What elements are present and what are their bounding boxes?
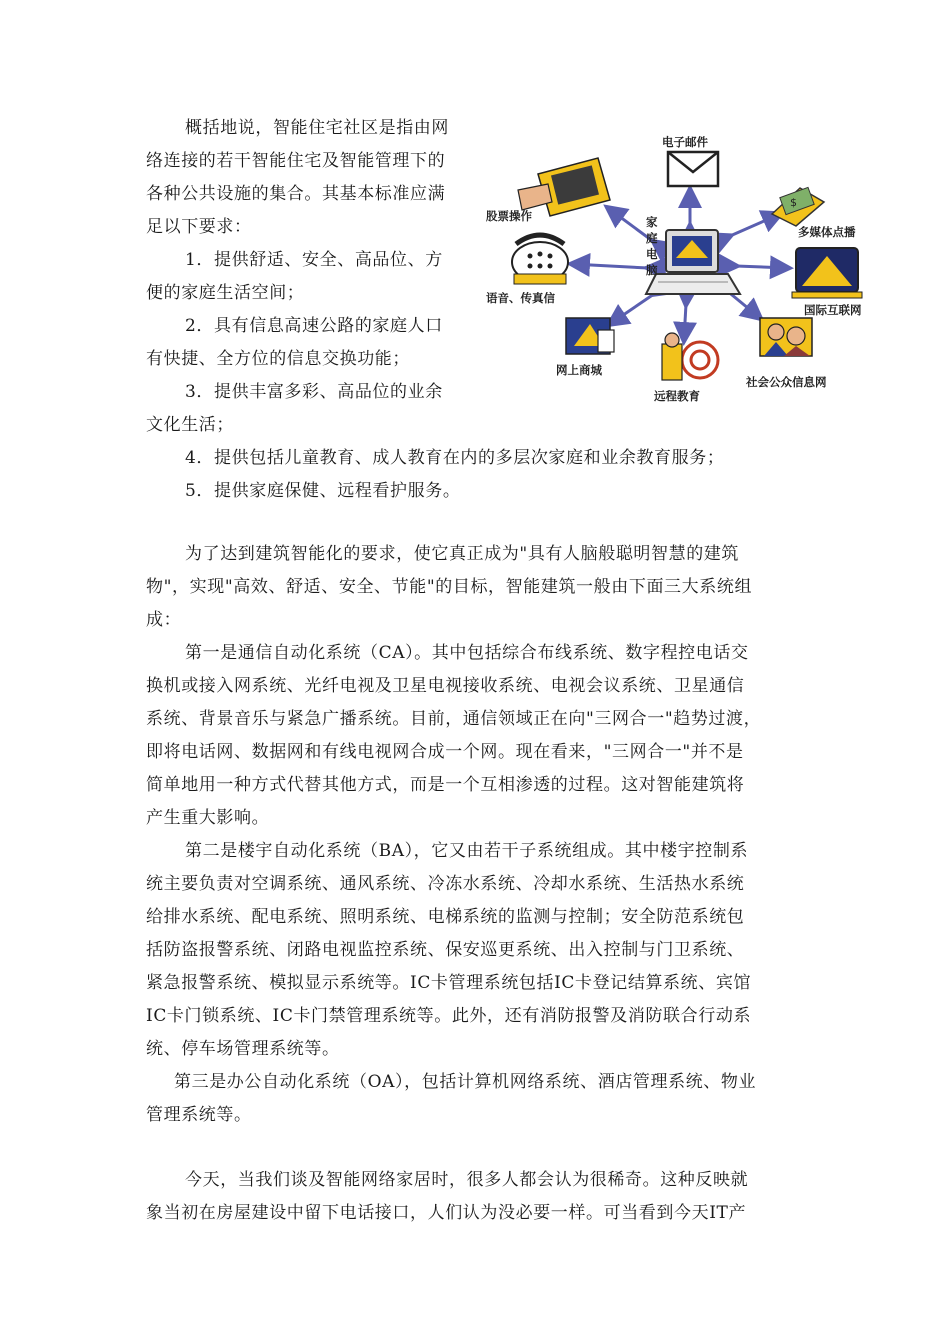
svg-text:电: 电	[646, 247, 658, 261]
body-line-4: 第一是通信自动化系统（CA）。其中包括综合布线系统、数字程控电话交	[185, 643, 749, 663]
body-line-18: 管理系统等。	[146, 1105, 252, 1125]
teacher-board-icon	[662, 333, 718, 380]
body-line-11: 统主要负责对空调系统、通风系统、冷冻水系统、冷却水系统、生活热水系统	[146, 874, 745, 894]
intro-line-9: 3．提供丰富多彩、高品位的业余	[185, 382, 443, 402]
shopping-icon	[566, 318, 614, 354]
intro-line-6: 便的家庭生活空间；	[146, 283, 305, 303]
body-line-7: 即将电话网、数据网和有线电视网合成一个网。现在看来，"三网合一"并不是	[146, 742, 744, 762]
body-line-5: 换机或接入网系统、光纤电视及卫星电视接收系统、电视会议系统、卫星通信	[146, 676, 745, 696]
label-multimedia: 多媒体点播	[798, 225, 856, 239]
body-line-14: 紧急报警系统、模拟显示系统等。IC卡管理系统包括IC卡登记结算系统、宾馆	[146, 973, 752, 993]
intro-line-11: 4．提供包括儿童教育、成人教育在内的多层次家庭和业余教育服务；	[185, 448, 725, 468]
body-line-12: 给排水系统、配电系统、照明系统、电梯系统的监测与控制；安全防范系统包	[146, 907, 745, 927]
svg-text:庭: 庭	[646, 231, 658, 245]
label-voice-fax: 语音、传真信	[486, 291, 555, 305]
home-network-figure	[478, 118, 896, 408]
intro-line-5: 1．提供舒适、安全、高品位、方	[185, 250, 443, 270]
laptop-icon	[646, 230, 740, 294]
svg-text:脑: 脑	[646, 263, 658, 277]
body-line-6: 系统、背景音乐与紧急广播系统。目前，通信领域正在向"三网合一"趋势过渡，	[146, 709, 762, 729]
intro-line-3: 各种公共设施的集合。其基本标准应满	[146, 184, 446, 204]
intro-line-7: 2．具有信息高速公路的家庭人口	[185, 316, 443, 336]
home-network-diagram	[478, 118, 896, 408]
label-stock: 股票操作	[486, 209, 532, 223]
keyboard-hand-icon	[518, 158, 610, 216]
body-line-10: 第二是楼宇自动化系统（BA），它又由若干子系统组成。其中楼宇控制系	[185, 841, 749, 861]
body-line-2: 物"，实现"高效、舒适、安全、节能"的目标，智能建筑一般由下面三大系统组	[146, 577, 753, 597]
intro-line-4: 足以下要求：	[146, 217, 252, 237]
center-label	[645, 215, 658, 277]
body-line-9: 产生重大影响。	[146, 808, 270, 828]
body-line-19: 今天，当我们谈及智能网络家居时，很多人都会认为很稀奇。这种反映就	[185, 1170, 749, 1190]
body-line-16: 统、停车场管理系统等。	[146, 1039, 340, 1059]
label-public-info: 社会公众信息网	[746, 375, 827, 389]
body-line-8: 简单地用一种方式代替其他方式，而是一个互相渗透的过程。这对智能建筑将	[146, 775, 745, 795]
label-email: 电子邮件	[662, 135, 708, 149]
money-hand-icon	[772, 187, 824, 226]
intro-line-8: 有快捷、全方位的信息交换功能；	[146, 349, 410, 369]
body-line-17: 第三是办公自动化系统（OA），包括计算机网络系统、酒店管理系统、物业	[174, 1072, 757, 1092]
body-line-20: 象当初在房屋建设中留下电话接口，人们认为没必要一样。可当看到今天IT产	[146, 1203, 747, 1223]
svg-text:$: $	[790, 196, 797, 209]
body-line-1: 为了达到建筑智能化的要求，使它真正成为"具有人脑般聪明智慧的建筑	[185, 544, 740, 564]
body-line-13: 括防盗报警系统、闭路电视监控系统、保安巡更系统、出入控制与门卫系统、	[146, 940, 745, 960]
body-line-3: 成：	[146, 610, 182, 630]
intro-line-2: 络连接的若干智能住宅及智能管理下的	[146, 151, 446, 171]
intro-line-12: 5．提供家庭保健、远程看护服务。	[185, 481, 461, 501]
telephone-icon	[512, 235, 568, 284]
people-icon	[760, 318, 812, 356]
intro-line-1: 概括地说，智能住宅社区是指由网	[185, 118, 449, 138]
intro-line-10: 文化生活；	[146, 415, 234, 435]
label-online-mall: 网上商城	[556, 363, 602, 377]
label-internet: 国际互联网	[804, 303, 862, 317]
label-distance-edu: 远程教育	[654, 389, 700, 403]
svg-text:家: 家	[646, 215, 658, 229]
tv-internet-icon	[792, 248, 862, 298]
body-line-15: IC卡门锁系统、IC卡门禁管理系统等。此外，还有消防报警及消防联合行动系	[146, 1006, 752, 1026]
envelope-icon	[668, 152, 718, 186]
